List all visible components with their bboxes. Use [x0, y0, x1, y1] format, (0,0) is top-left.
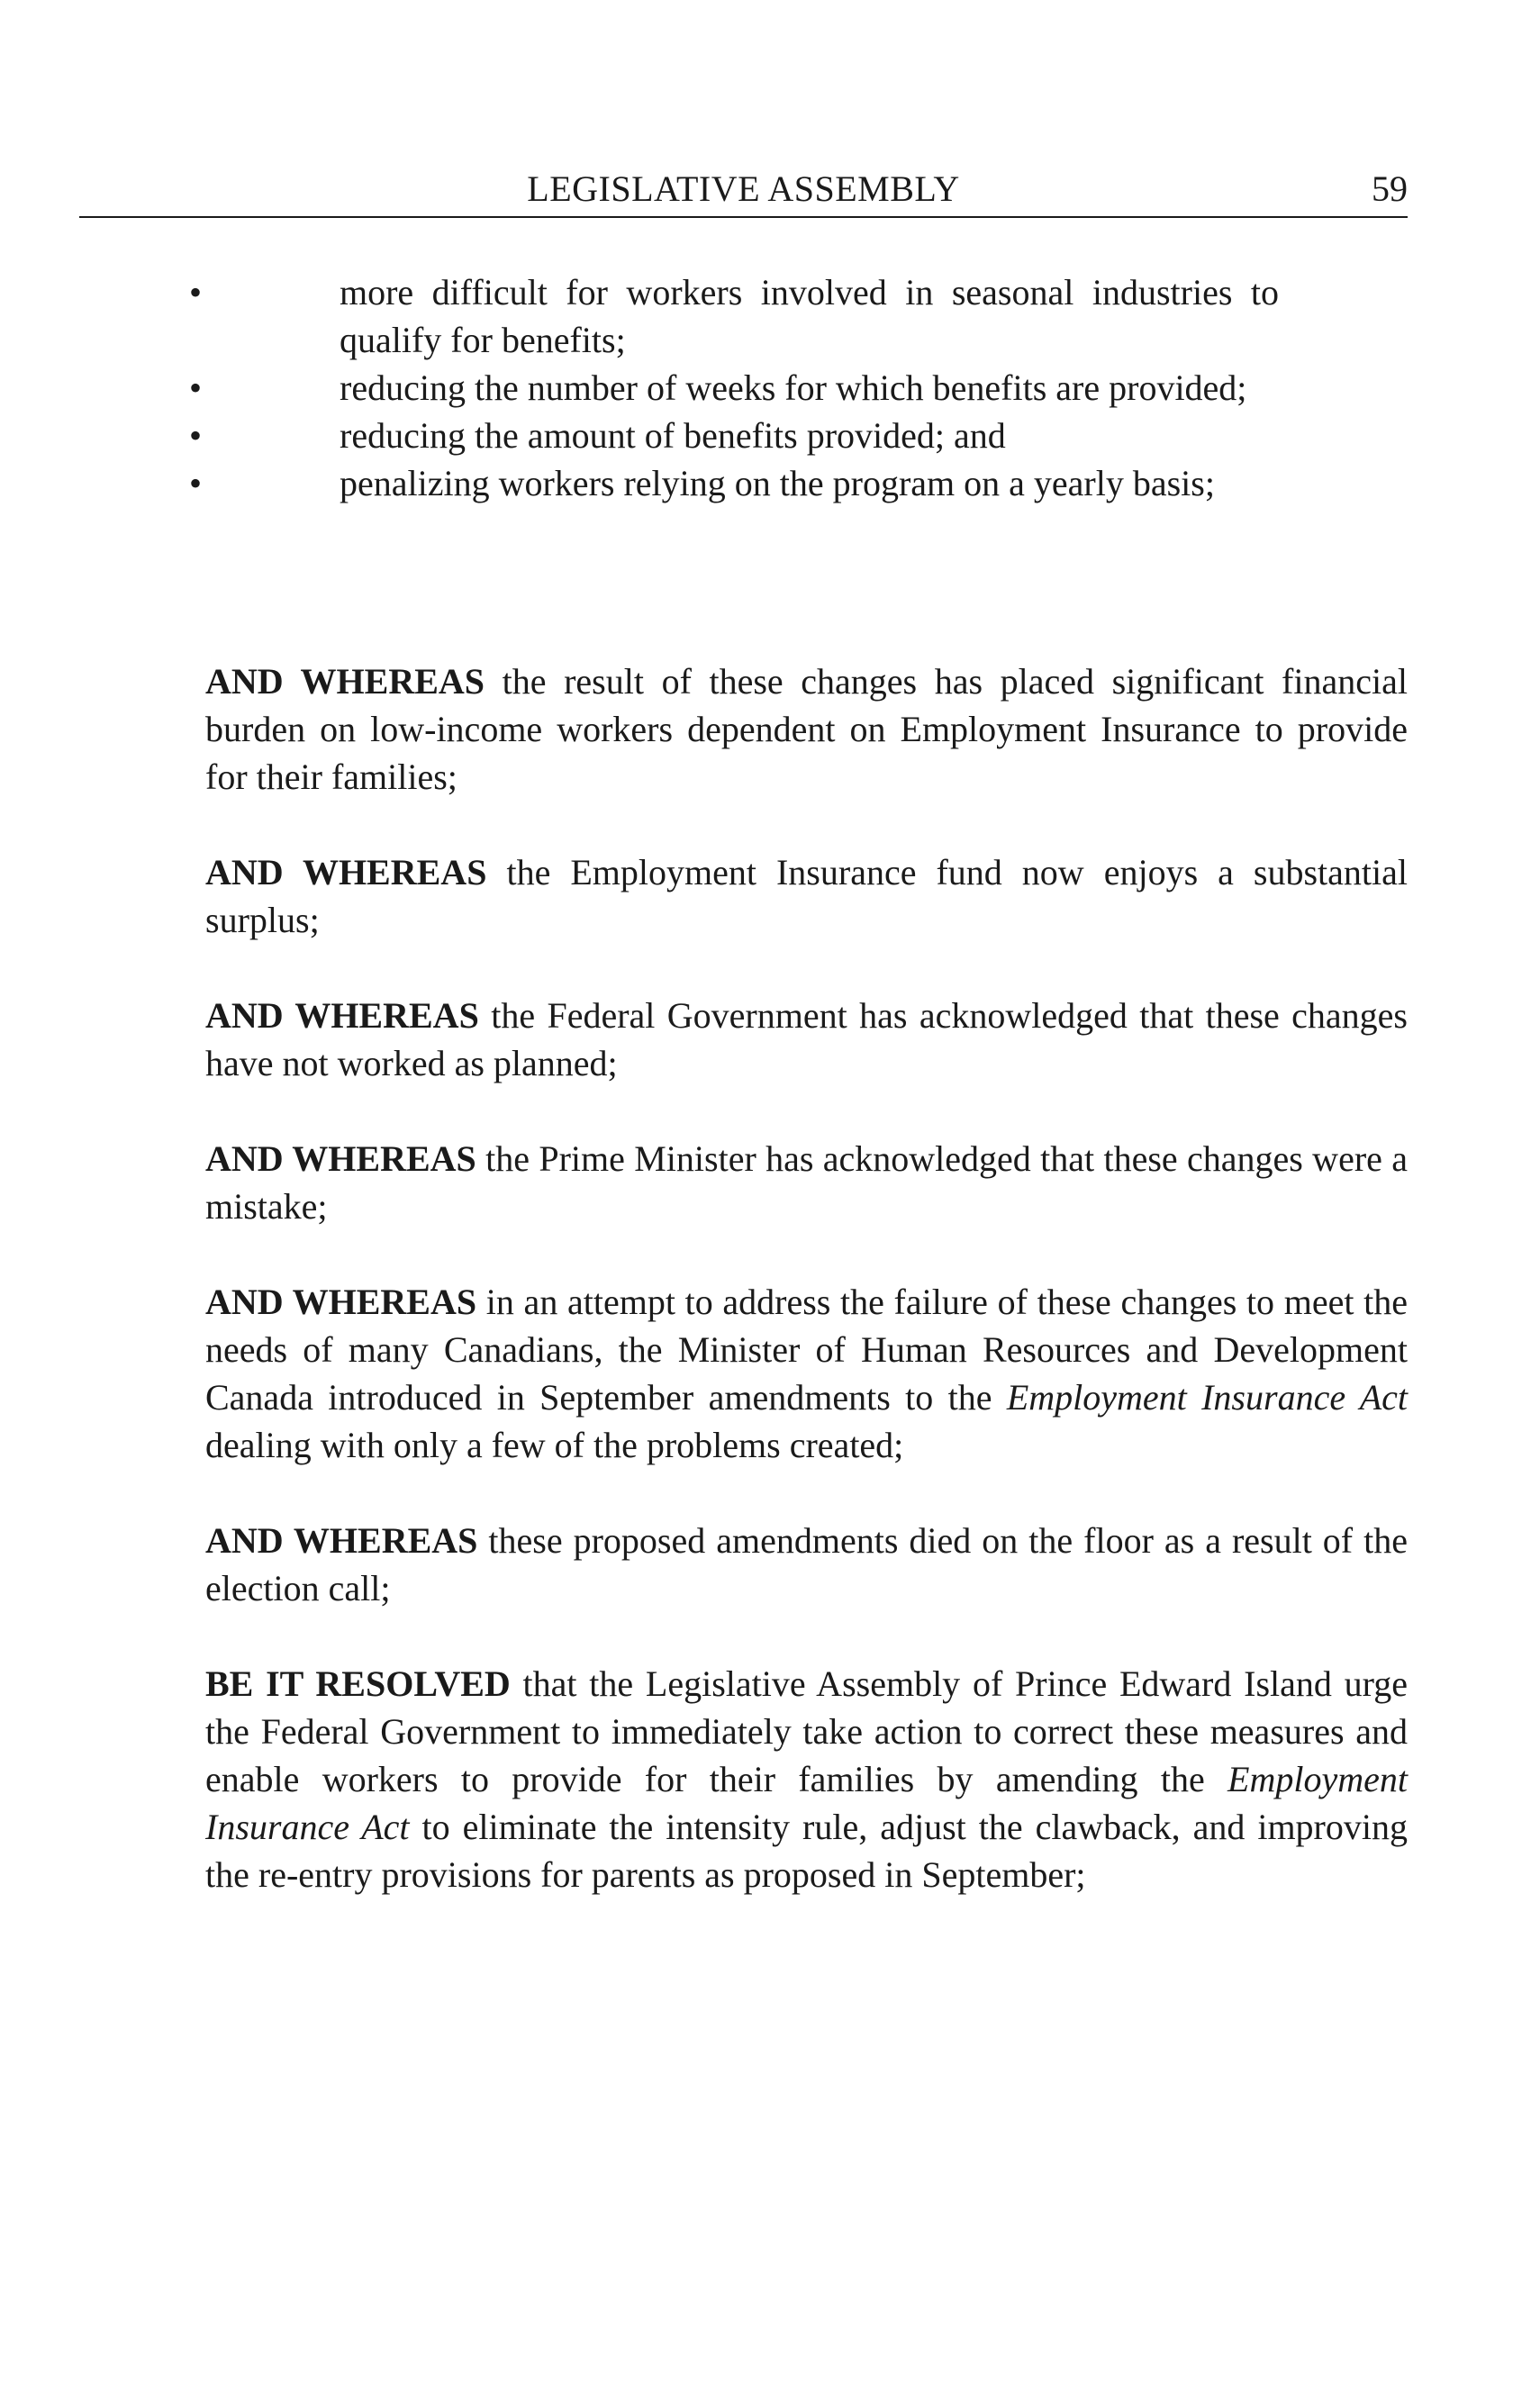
clause-lead: AND WHEREAS — [205, 1520, 478, 1561]
bullet-text: reducing the number of weeks for which benefits are provided; — [340, 367, 1247, 408]
bullet-marker: • — [189, 367, 203, 408]
clause-lead: AND WHEREAS — [205, 852, 487, 892]
clause-text: the result of these changes has placed significant financial burden on low-income workers dependent on Employment Insurance to provide for their families; — [205, 661, 1408, 797]
act-title: Employment Insurance Act — [205, 1759, 1408, 1847]
bullet-marker: • — [189, 415, 203, 456]
clause-lead: BE IT RESOLVED — [205, 1663, 511, 1704]
clause-text: these proposed amendments died on the floor as a result of the election call; — [205, 1520, 1408, 1608]
page-number: 59 — [1372, 168, 1408, 209]
running-header — [79, 162, 1408, 218]
bullet-item — [189, 459, 1279, 507]
whereas-paragraph — [205, 1135, 1408, 1230]
resolution-body — [205, 657, 1408, 1946]
resolved-paragraph — [205, 1660, 1408, 1898]
bullet-text: penalizing workers relying on the program on a yearly basis; — [340, 463, 1215, 503]
clause-lead: AND WHEREAS — [205, 1138, 476, 1179]
clause-text: that the Legislative Assembly of Prince Edward Island urge the Federal Government to immediately take action to correct these measures and enable workers to provide for their families by amending the — [205, 1663, 1408, 1799]
act-title: Employment Insurance Act — [1006, 1377, 1409, 1418]
bullet-text: reducing the amount of benefits provided; and — [340, 415, 1006, 456]
bullet-marker: • — [189, 272, 203, 313]
clause-lead: AND WHEREAS — [205, 661, 485, 702]
bullet-item — [189, 268, 1279, 364]
clause-text: the Employment Insurance fund now enjoys a substantial surplus; — [205, 852, 1409, 940]
clause-text: the Prime Minister has acknowledged that these changes were a mistake; — [205, 1138, 1408, 1227]
running-title: LEGISLATIVE ASSEMBLY — [527, 168, 960, 209]
bullet-text: more difficult for workers involved in seasonal industries to qualify for benefits; — [340, 272, 1279, 360]
clause-text: the Federal Government has acknowledged that these changes have not worked as planned; — [205, 995, 1408, 1083]
whereas-paragraph — [205, 992, 1408, 1087]
clause-text: dealing with only a few of the problems created; — [205, 1425, 904, 1465]
whereas-paragraph — [205, 1278, 1408, 1469]
clause-text: in an attempt to address the failure of these changes to meet the needs of many Canadians, the Minister of Human Resources and Development Canada introduced in September amendments to the — [205, 1282, 1408, 1418]
bullet-item — [189, 364, 1279, 412]
bullet-item — [189, 412, 1279, 459]
whereas-paragraph — [205, 848, 1408, 944]
clause-lead: AND WHEREAS — [205, 995, 479, 1036]
clause-lead: AND WHEREAS — [205, 1282, 477, 1322]
whereas-paragraph — [205, 1517, 1408, 1612]
whereas-paragraph — [205, 657, 1408, 801]
clause-text: to eliminate the intensity rule, adjust the clawback, and improving the re-entry provisions for parents as proposed in September; — [205, 1807, 1408, 1895]
bullet-list — [189, 268, 1279, 507]
bullet-marker: • — [189, 463, 203, 503]
